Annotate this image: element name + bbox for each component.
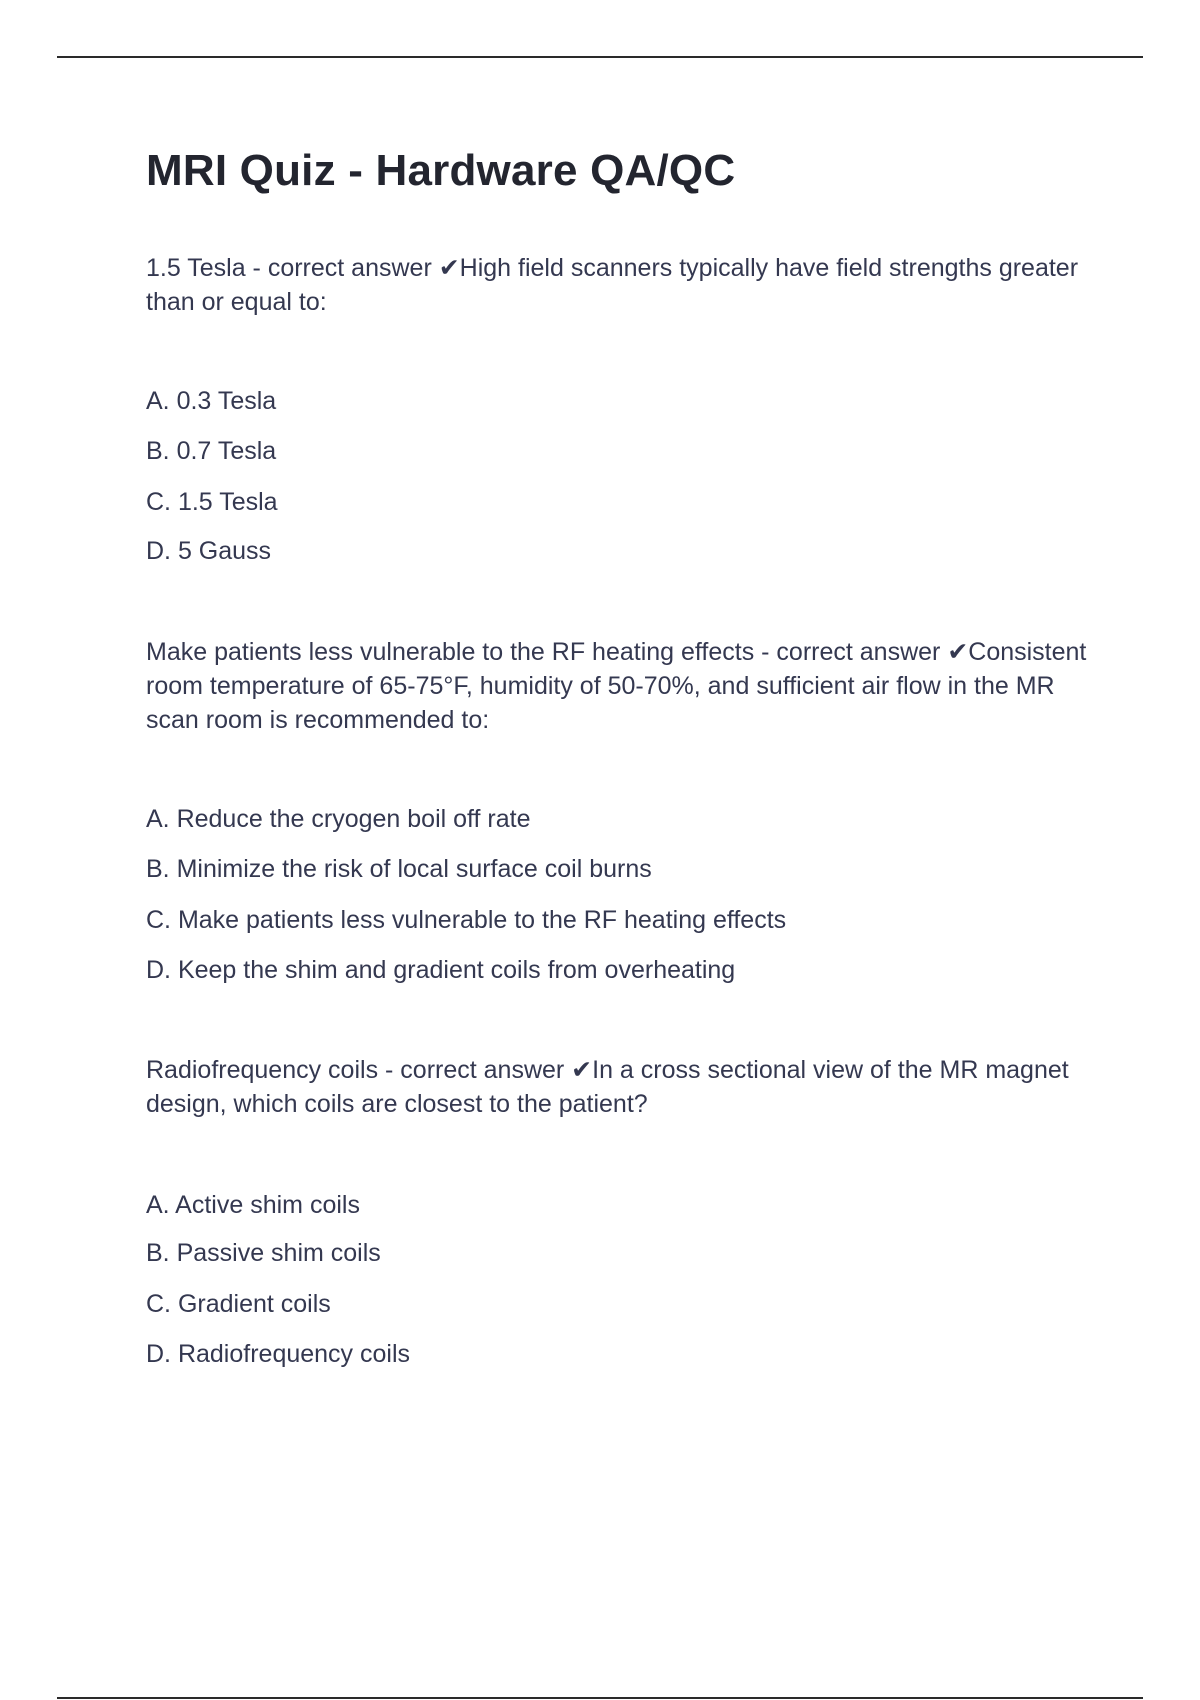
question-1-text: 1.5 Tesla - correct answer ✔High field scanners typically have field strengths greater than or equal to: [146, 254, 1079, 316]
question-2-option-c: C. Make patients less vulnerable to the RF heating effects [146, 906, 787, 934]
question-1-option-a: A. 0.3 Tesla [146, 387, 277, 415]
question-2-text: Make patients less vulnerable to the RF heating effects - correct answer ✔Consistent room temperature of 65-75°F, humidity of 50-70%, and sufficient air flow in the MR scan room is recommended to: [146, 638, 1087, 734]
page-title: MRI Quiz - Hardware QA/QC [146, 146, 736, 195]
question-2-option-a: A. Reduce the cryogen boil off rate [146, 805, 531, 833]
top-rule [57, 56, 1143, 58]
question-2-option-b: B. Minimize the risk of local surface coil burns [146, 855, 652, 883]
bottom-rule [57, 1697, 1143, 1699]
question-1-option-b: B. 0.7 Tesla [146, 437, 277, 465]
question-3-option-c: C. Gradient coils [146, 1290, 331, 1318]
question-3-option-a: A. Active shim coils [146, 1191, 360, 1219]
question-2-option-d: D. Keep the shim and gradient coils from overheating [146, 956, 736, 984]
question-3-text: Radiofrequency coils - correct answer ✔In a cross sectional view of the MR magnet design, which coils are closest to the patient? [146, 1056, 1069, 1118]
question-1-option-d: D. 5 Gauss [146, 537, 272, 565]
question-1-option-c: C. 1.5 Tesla [146, 488, 278, 516]
question-3-option-d: D. Radiofrequency coils [146, 1340, 411, 1368]
question-3-option-b: B. Passive shim coils [146, 1239, 381, 1267]
